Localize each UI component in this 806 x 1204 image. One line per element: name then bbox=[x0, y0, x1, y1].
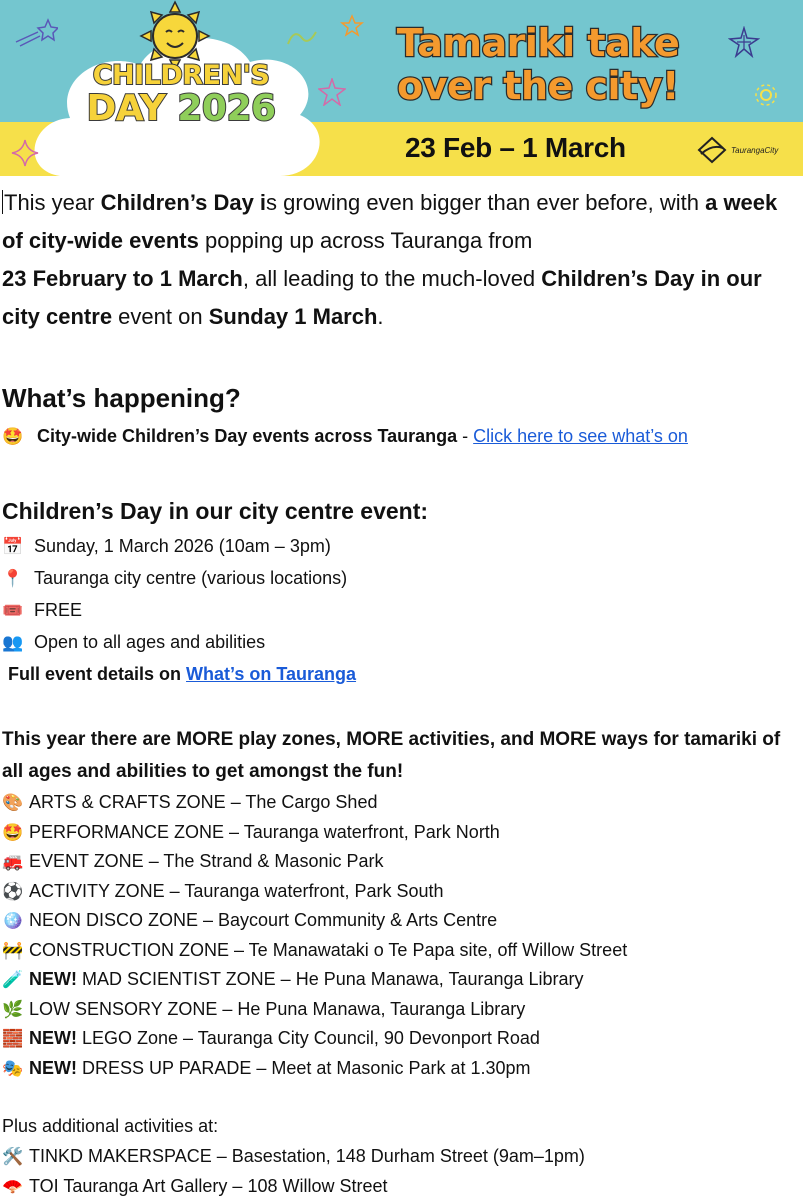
citywide-events-line bbox=[2, 424, 688, 449]
intro-text: , all leading to the much-loved bbox=[242, 266, 542, 291]
full-details-line bbox=[8, 662, 356, 686]
zone-row bbox=[2, 967, 584, 992]
zone-row bbox=[2, 938, 627, 963]
shooting-star-icon bbox=[14, 18, 58, 48]
sun-doodle-icon bbox=[753, 82, 779, 108]
event-detail-row bbox=[2, 598, 82, 623]
headline-line2: over the city! bbox=[397, 64, 679, 108]
event-detail-text: Sunday, 1 March 2026 (10am – 3pm) bbox=[34, 536, 331, 556]
council-logo-icon bbox=[697, 136, 727, 164]
logo-year: 2026 bbox=[177, 88, 276, 129]
zones-intro: This year there are MORE play zones, MORE activities, and MORE ways for tamariki of all ages and abilities to get amongst the fun! bbox=[2, 729, 781, 782]
sparkle-icon bbox=[10, 138, 40, 168]
event-detail-row bbox=[2, 534, 331, 559]
tools-icon: 🛠️ bbox=[2, 1147, 24, 1166]
activity-text: TOI Tauranga Art Gallery – 108 Willow Street bbox=[29, 1175, 388, 1196]
childrens-day-logo bbox=[86, 62, 276, 127]
zone-row bbox=[2, 790, 377, 815]
new-label: NEW! bbox=[29, 1028, 82, 1048]
event-detail-text: FREE bbox=[34, 600, 83, 620]
activity-text: TINKD MAKERSPACE – Basestation, 148 Durham Street (9am–1pm) bbox=[29, 1146, 585, 1166]
intro-paragraph bbox=[0, 184, 800, 336]
sparkle-burst-icon bbox=[318, 78, 346, 106]
herb-icon: 🌿 bbox=[2, 999, 24, 1019]
logo-year-line bbox=[86, 88, 276, 129]
zone-row bbox=[2, 1056, 531, 1081]
zone-text: MAD SCIENTIST ZONE – He Puna Manawa, Tauranga Library bbox=[82, 969, 584, 989]
intro-bold: 23 February to 1 March bbox=[2, 266, 243, 291]
star-burst-icon bbox=[728, 26, 760, 58]
activity-row bbox=[2, 1174, 388, 1199]
whats-on-tauranga-link[interactable]: What’s on Tauranga bbox=[186, 664, 357, 684]
intro-text: s growing even bigger than ever before, with bbox=[266, 190, 706, 215]
pin-icon: 📍 bbox=[2, 569, 24, 588]
soccer-ball-icon: ⚽ bbox=[2, 881, 24, 901]
intro-bold: a week of city-wide events bbox=[2, 190, 778, 253]
disco-ball-icon: 🪩 bbox=[2, 911, 24, 930]
intro-text: . bbox=[377, 304, 384, 329]
ticket-icon: 🎟️ bbox=[2, 601, 24, 620]
logo-day: DAY bbox=[86, 88, 178, 129]
additional-heading: Plus additional activities at: bbox=[2, 1116, 219, 1136]
text-cursor bbox=[2, 190, 3, 214]
event-detail-row bbox=[2, 630, 265, 655]
zone-row bbox=[2, 879, 444, 904]
intro-text: event on bbox=[112, 304, 209, 329]
construction-icon: 🚧 bbox=[2, 940, 24, 960]
tauranga-city-logo bbox=[697, 136, 778, 164]
calendar-icon: 📅 bbox=[2, 537, 24, 556]
council-name: TaurangaCity bbox=[731, 145, 779, 155]
zone-text: NEON DISCO ZONE – Baycourt Community & Arts Centre bbox=[29, 910, 498, 930]
banner-dates: 23 Feb – 1 March bbox=[405, 132, 626, 163]
whats-happening-heading: What’s happening? bbox=[2, 383, 241, 413]
star-eyes-icon: 🤩 bbox=[2, 822, 24, 842]
newsletter-body bbox=[0, 184, 800, 1196]
test-tube-icon: 🧪 bbox=[2, 970, 24, 989]
event-detail-row bbox=[2, 566, 347, 591]
star-outline-icon bbox=[340, 14, 364, 38]
event-detail-text: Open to all ages and abilities bbox=[34, 632, 266, 652]
separator: - bbox=[457, 426, 474, 446]
zone-row bbox=[2, 908, 497, 933]
city-centre-heading: Children’s Day in our city centre event: bbox=[2, 498, 429, 524]
zone-text: EVENT ZONE – The Strand & Masonic Park bbox=[29, 851, 384, 871]
intro-bold: Children’s Day i bbox=[100, 190, 267, 215]
event-detail-text: Tauranga city centre (various locations) bbox=[34, 568, 348, 588]
brick-icon: 🧱 bbox=[2, 1029, 24, 1048]
intro-text: This year bbox=[4, 190, 101, 215]
logo-title: CHILDREN'S bbox=[92, 60, 270, 91]
new-label: NEW! bbox=[29, 1057, 82, 1078]
intro-bold: Children’s Day in our city centre bbox=[2, 266, 762, 329]
fire-engine-icon: 🚒 bbox=[2, 852, 24, 871]
zone-text: LEGO Zone – Tauranga City Council, 90 Devonport Road bbox=[82, 1028, 540, 1048]
full-details-text: Full event details on bbox=[8, 664, 187, 684]
zone-text: PERFORMANCE ZONE – Tauranga waterfront, Park North bbox=[29, 821, 500, 842]
citywide-events-text: City-wide Children’s Day events across Tauranga bbox=[37, 426, 458, 446]
headline-line1: Tamariki take bbox=[396, 21, 680, 65]
zone-row bbox=[2, 1026, 540, 1051]
zone-text: DRESS UP PARADE – Meet at Masonic Park at 1.30pm bbox=[82, 1057, 531, 1078]
zone-row bbox=[2, 849, 383, 874]
zone-text: ACTIVITY ZONE – Tauranga waterfront, Park South bbox=[29, 880, 444, 901]
intro-text: popping up across Tauranga from bbox=[198, 228, 533, 253]
masks-icon: 🎭 bbox=[2, 1058, 24, 1078]
zone-text: LOW SENSORY ZONE – He Puna Manawa, Tauranga Library bbox=[29, 998, 526, 1019]
zone-row bbox=[2, 820, 500, 845]
people-icon: 👥 bbox=[2, 633, 24, 652]
banner-headline bbox=[368, 22, 708, 108]
palette-icon: 🎨 bbox=[2, 793, 24, 812]
squiggle-icon bbox=[286, 26, 322, 48]
fan-icon: 🪭 bbox=[2, 1176, 24, 1196]
new-label: NEW! bbox=[29, 969, 82, 989]
whats-on-link[interactable]: Click here to see what’s on bbox=[473, 426, 688, 446]
star-eyes-icon: 🤩 bbox=[2, 427, 24, 446]
activity-row bbox=[2, 1144, 585, 1169]
intro-bold: Sunday 1 March bbox=[208, 304, 378, 329]
zone-text: ARTS & CRAFTS ZONE – The Cargo Shed bbox=[29, 792, 378, 812]
zone-row bbox=[2, 997, 525, 1022]
zone-text: CONSTRUCTION ZONE – Te Manawataki o Te Papa site, off Willow Street bbox=[29, 939, 628, 960]
event-banner bbox=[0, 0, 803, 176]
